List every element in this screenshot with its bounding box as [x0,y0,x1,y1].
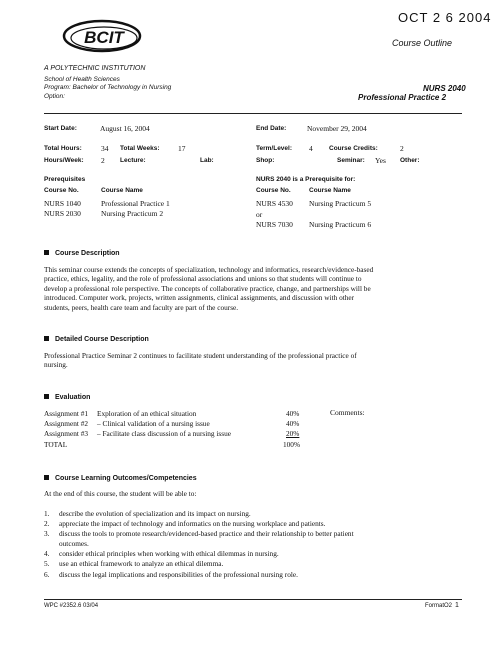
outcome-text: discuss the legal implications and responsibilities of the professional nursing role. [59,570,298,579]
bcit-logo [62,16,146,60]
total-weeks-value: 17 [178,144,186,153]
evaluation-desc: – Clinical validation of a nursing issue [97,419,210,428]
prereq-name-1: Professional Practice 1 [101,199,170,208]
program-name: Program: Bachelor of Technology in Nursing [44,84,172,91]
prereq-for-course-no-header: Course No. [256,187,291,194]
option-label: Option: [44,93,65,100]
total-weeks-label: Total Weeks: [120,145,160,152]
prereq-for-course-name-header: Course Name [309,187,351,194]
course-code: NURS 2040 [423,84,466,93]
end-date-label: End Date: [256,125,287,132]
evaluation-pct: 40% [286,419,300,428]
evaluation-heading [44,394,90,401]
other-label: Other: [400,157,420,164]
course-credits-label: Course Credits: [329,145,378,152]
footer-format: FormatO2 [425,603,453,609]
start-date-label: Start Date: [44,125,77,132]
evaluation-pct: 40% [286,409,300,418]
shop-label: Shop: [256,157,275,164]
outcome-number: 5. [44,559,50,568]
lab-label: Lab: [200,157,214,164]
hours-week-label: Hours/Week: [44,157,84,164]
prereq-no-2: NURS 2030 [44,209,81,218]
footer-rule [44,599,462,600]
evaluation-desc: Exploration of an ethical situation [97,409,197,418]
prereq-for-no-2: NURS 7030 [256,220,293,229]
course-credits-value: 2 [400,144,404,153]
description-line: This seminar course extends the concepts of specialization, technology and informatics, research/evidence-based [44,265,374,274]
detailed-line: nursing. [44,360,68,370]
seminar-label: Seminar: [337,157,365,164]
outcome-number: 3. [44,529,50,538]
outcome-text: outcomes. [59,539,89,548]
term-level-value: 4 [309,144,313,153]
header-rule [44,113,462,114]
prereq-for-name-1: Nursing Practicum 5 [309,199,372,208]
outcomes-heading [44,475,197,482]
outcome-number: 4. [44,549,50,558]
footer-left: WPC #2352.6 03/04 [44,603,99,609]
institution-tagline: A POLYTECHNIC INSTITUTION [44,65,146,72]
course-title: Professional Practice 2 [358,93,447,102]
hours-week-value: 2 [101,156,105,165]
outcome-number: 2. [44,519,50,528]
seminar-value: Yes [375,156,386,165]
start-date-value: August 16, 2004 [100,124,150,133]
outcome-number: 1. [44,509,50,518]
document-type: Course Outline [392,38,453,48]
description-line: practice, ethics, legality, and the role of professional associations and unions so that students will continue to [44,274,362,284]
evaluation-desc: – Facilitate class discussion of a nursing issue [97,429,231,438]
description-line: introduced. Computer work, projects, written assignments, clinical assignments, and discussion with other [44,293,355,303]
detailed-description-heading [44,336,149,343]
prereq-for-heading: NURS 2040 is a Prerequisite for: [256,176,356,183]
course-description-text [44,265,373,312]
detailed-description-title: Detailed Course Description [55,336,149,343]
outcome-number: 6. [44,570,50,579]
term-level-label: Term/Level: [256,145,293,152]
section-bullet-icon [44,394,49,399]
course-description-heading [44,250,120,257]
prereq-for-or: or [256,210,263,219]
outcome-text: describe the evolution of specialization and its impact on nursing. [59,509,251,518]
prereq-no-1: NURS 1040 [44,199,81,208]
outcome-text: appreciate the impact of technology and informatics on the nursing workplace and patients. [59,519,326,528]
evaluation-item: Assignment #3 [44,429,88,438]
prereq-course-name-header: Course Name [101,187,143,194]
evaluation-total-pct: 100% [283,440,301,449]
prereq-course-no-header: Course No. [44,187,79,194]
outcomes-title: Course Learning Outcomes/Competencies [55,475,197,482]
prereq-for-name-2: Nursing Practicum 6 [309,220,372,229]
section-bullet-icon [44,250,49,255]
page-number: 1 [455,602,459,609]
description-line: develop a professional role perspective. The concepts of collaborative practice, change, and partnerships will be [44,283,371,293]
evaluation-comments-label: Comments: [330,408,365,417]
description-line: students, peers, health care team and faculty are part of the course. [44,302,239,312]
course-description-title: Course Description [55,250,120,257]
total-hours-label: Total Hours: [44,145,82,152]
detailed-line: Professional Practice Seminar 2 continues to facilitate student understanding of the professional practice of [44,351,357,360]
outcome-text: use an ethical framework to analyze an ethical dilemma. [59,559,224,568]
lecture-label: Lecture: [120,157,146,164]
evaluation-item: Assignment #2 [44,419,88,428]
logo-wordmark: BCIT [84,28,124,47]
evaluation-item: Assignment #1 [44,409,88,418]
detailed-description-text [44,351,357,370]
total-hours-value: 34 [101,144,109,153]
prerequisites-heading: Prerequisites [44,176,86,183]
section-bullet-icon [44,336,49,341]
evaluation-title: Evaluation [55,394,91,401]
prereq-name-2: Nursing Practicum 2 [101,209,164,218]
outcomes-intro: At the end of this course, the student will be able to: [44,489,197,498]
evaluation-total-label: TOTAL [44,440,68,449]
received-stamp: OCT 2 6 2004 [398,10,492,25]
prereq-for-no-1: NURS 4530 [256,199,293,208]
school-name: School of Health Sciences [44,76,120,83]
evaluation-pct: 20% [286,429,300,438]
outcome-text: discuss the tools to promote research/evidenced-based practice and their relationship to better patient [59,529,354,538]
section-bullet-icon [44,475,49,480]
end-date-value: November 29, 2004 [307,124,367,133]
outcome-text: consider ethical principles when working with ethical dilemmas in nursing. [59,549,279,558]
